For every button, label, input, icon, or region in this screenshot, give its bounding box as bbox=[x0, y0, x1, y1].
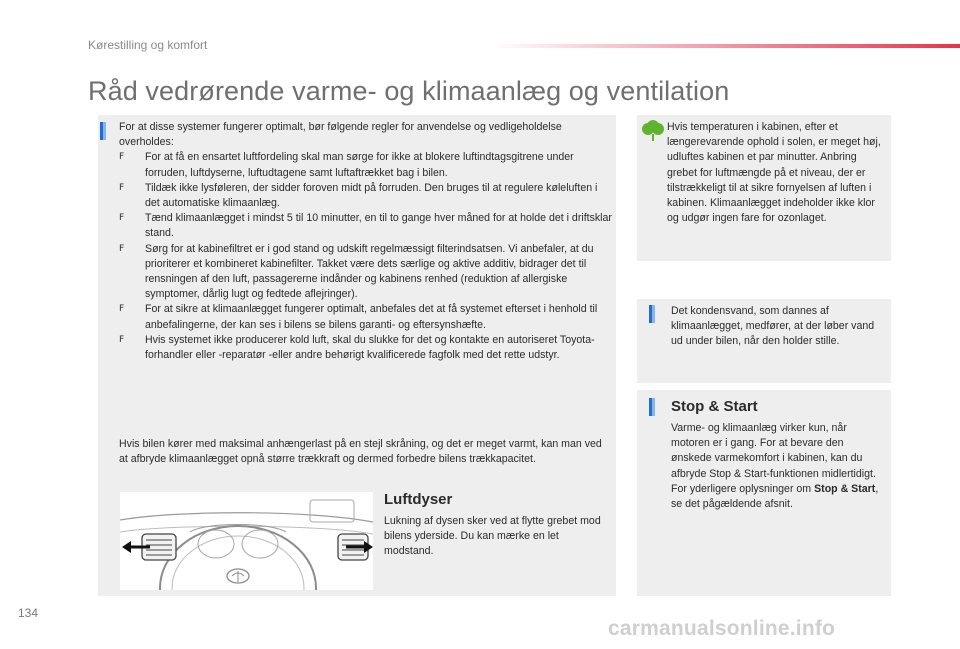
list-item: F Tænd klimaanlægget i mindst 5 til 10 minutter, en til to gange hver måned for at holde det i driftsklar stand. bbox=[119, 212, 612, 240]
list-item: F Tildæk ikke lysføleren, der sidder foroven midt på forruden. Den bruges til at regulere køleluften i det automatiske klimaanlæg. bbox=[119, 181, 598, 210]
air-vent-diagram bbox=[120, 492, 373, 590]
stop-start-reference: Stop & Start bbox=[814, 482, 876, 495]
eco-text: Hvis temperaturen i kabinen, efter et længerevarende ophold i solen, er meget høj, udluftes kabinen et par minutter. Anbring grebet for luftmængde på et niveau, der er tilstrækkeligt til at sikre fornyelsen af luften i kabinen. Klimaanlægget indeholder ikke klor og udgør ingen fare for ozonlaget. bbox=[667, 121, 881, 225]
main-panel-content bbox=[119, 120, 613, 363]
main-intro: For at disse systemer fungerer optimalt, bør følgende regler for anvendelse og vedligeholdelse overholdes: bbox=[119, 121, 562, 149]
condensation-text: Det kondensvand, som dannes af klimaanlægget, medfører, at der løber vand ud under bilen, når den holder stille. bbox=[671, 305, 875, 348]
list-item: F Sørg for at kabinefiltret er i god stand og udskift regelmæssigt filterindsatsen. Vi anbefaler, at du prioriterer et kombineret kabinefilter. Takket være dets særlige og aktive additiv, bidrager det til rensningen af den luft, passagererne indånder og kabinens renhed (reduktion af allergiske symptomer, dårlig lugt og fedtede aflejringer). bbox=[119, 242, 594, 301]
bullet-icon: F bbox=[119, 243, 125, 254]
dashboard-illustration bbox=[120, 492, 373, 590]
info-marker bbox=[649, 398, 655, 416]
list-item: F For at få en ensartet luftfordeling skal man sørge for ikke at blokere luftindtagsgitrene under forruden, luftdyserne, luftudtagene samt luftaftrækket bag i bilen. bbox=[119, 151, 574, 179]
info-marker bbox=[649, 305, 655, 323]
list-item: F For at sikre at klimaanlægget fungerer optimalt, anbefales det at få systemet efterset i henhold til anbefalingerne, der kan ses i bilens se bilens garanti- og eftersynshæfte. bbox=[119, 303, 598, 331]
stop-start-text: Varme- og klimaanlæg virker kun, når motoren er i gang. For at bevare den ønskede varmekomfort i kabinen, kan du afbryde Stop & Start-funktionen midlertidigt. For yderligere oplysninger om Stop & Start, se det pågældende afsnit. bbox=[671, 422, 879, 511]
header-divider bbox=[490, 44, 960, 48]
stop-start-heading: Stop & Start bbox=[671, 398, 758, 415]
bullet-icon: F bbox=[119, 334, 125, 345]
bullet-icon: F bbox=[119, 182, 125, 193]
bullet-icon: F bbox=[119, 213, 125, 224]
leaf-icon bbox=[641, 120, 665, 142]
bullet-icon: F bbox=[119, 304, 125, 315]
page-number: 134 bbox=[18, 606, 39, 620]
info-marker bbox=[100, 122, 106, 140]
vents-heading: Luftdyser bbox=[384, 491, 453, 508]
section-header: Kørestilling og komfort bbox=[88, 38, 208, 52]
towing-note: Hvis bilen kører med maksimal anhængerlast på en stejl skråning, og det er meget varmt, kan man ved at afbryde klimaanlægget opnå større trækkraft og dermed forbedre bilens trækkapacitet. bbox=[119, 438, 602, 466]
watermark: carmanualsonline.info bbox=[608, 617, 836, 640]
bullet-icon: F bbox=[119, 152, 125, 163]
list-item: F Hvis systemet ikke producerer kold luft, skal du slukke for det og kontakte en autoriseret Toyota-forhandler eller -reparatør -eller andre behørigt kvalificerede fagfolk med det rette udstyr. bbox=[119, 333, 595, 362]
page-title: Råd vedrørende varme- og klimaanlæg og ventilation bbox=[88, 76, 730, 106]
rules-list bbox=[119, 150, 613, 363]
vents-text: Lukning af dysen sker ved at flytte grebet mod bilens yderside. Du kan mærke en let modstand. bbox=[384, 515, 601, 558]
